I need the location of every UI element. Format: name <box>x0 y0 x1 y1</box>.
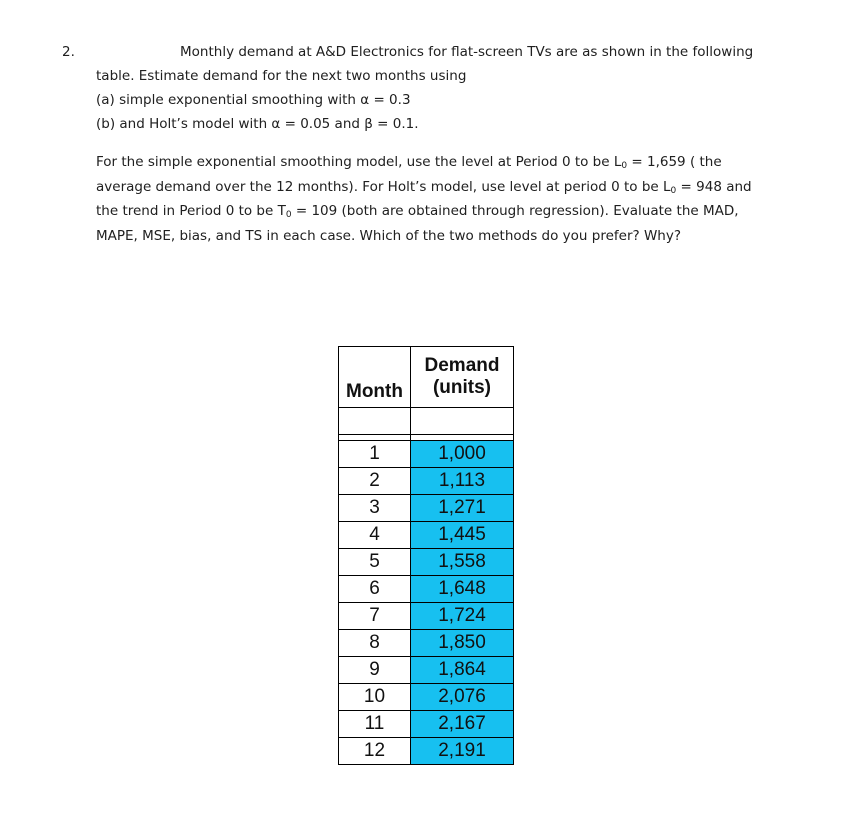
demand-table <box>338 346 514 765</box>
demand-cell: 1,271 <box>411 495 514 522</box>
table-row <box>339 522 514 549</box>
month-cell: 11 <box>339 711 411 738</box>
month-cell: 10 <box>339 684 411 711</box>
month-cell: 8 <box>339 630 411 657</box>
table-row <box>339 738 514 765</box>
month-cell: 1 <box>339 441 411 468</box>
table-row <box>339 441 514 468</box>
month-cell: 9 <box>339 657 411 684</box>
demand-cell: 1,445 <box>411 522 514 549</box>
table-row <box>339 495 514 522</box>
demand-cell: 1,724 <box>411 603 514 630</box>
demand-cell: 2,191 <box>411 738 514 765</box>
question-item-a: (a) simple exponential smoothing with α = 0.3 <box>96 92 411 108</box>
question-number: 2. <box>62 44 75 60</box>
month-cell: 7 <box>339 603 411 630</box>
paragraph-line-3: the trend in Period 0 to be $T_0 = 109$ (both are obtained through regression). Evaluate the MAD, <box>96 203 739 220</box>
table-row <box>339 684 514 711</box>
month-cell: 3 <box>339 495 411 522</box>
month-cell: 4 <box>339 522 411 549</box>
demand-cell: 1,000 <box>411 441 514 468</box>
question-intro-first-line: Monthly demand at A&D Electronics for flat-screen TVs are as shown in the following <box>180 44 754 60</box>
paragraph-line-1: For the simple exponential smoothing model, use the level at Period 0 to be $L_0 = 1,659$ ( the <box>96 154 722 171</box>
demand-cell: 1,864 <box>411 657 514 684</box>
question-item-b: (b) and Holt’s model with α = 0.05 and β = 0.1. <box>96 116 419 132</box>
table-row <box>339 576 514 603</box>
demand-cell: 1,558 <box>411 549 514 576</box>
header-month: Month <box>339 347 411 408</box>
table-header-row <box>339 347 514 408</box>
demand-cell: 2,167 <box>411 711 514 738</box>
table-row <box>339 603 514 630</box>
month-cell: 12 <box>339 738 411 765</box>
month-cell: 5 <box>339 549 411 576</box>
table-row <box>339 630 514 657</box>
table-row <box>339 657 514 684</box>
paragraph-line-2: average demand over the 12 months). For Holt’s model, use level at period 0 to be $L_0 = 948$ and <box>96 178 752 196</box>
header-demand-line1: Demand <box>424 355 500 376</box>
table-row <box>339 549 514 576</box>
demand-cell: 1,113 <box>411 468 514 495</box>
question-intro-second-line: table. Estimate demand for the next two months using <box>96 68 467 84</box>
paragraph-line-4: MAPE, MSE, bias, and TS in each case. Which of the two methods do you prefer? Why? <box>96 227 682 244</box>
month-cell: 6 <box>339 576 411 603</box>
instructions-paragraph <box>96 150 752 248</box>
demand-cell: 2,076 <box>411 684 514 711</box>
month-cell: 2 <box>339 468 411 495</box>
table-empty-row <box>339 408 514 435</box>
header-demand-line2: (units) <box>432 377 492 398</box>
table-row <box>339 711 514 738</box>
demand-cell: 1,648 <box>411 576 514 603</box>
demand-cell: 1,850 <box>411 630 514 657</box>
header-demand <box>411 347 514 408</box>
table-row <box>339 468 514 495</box>
